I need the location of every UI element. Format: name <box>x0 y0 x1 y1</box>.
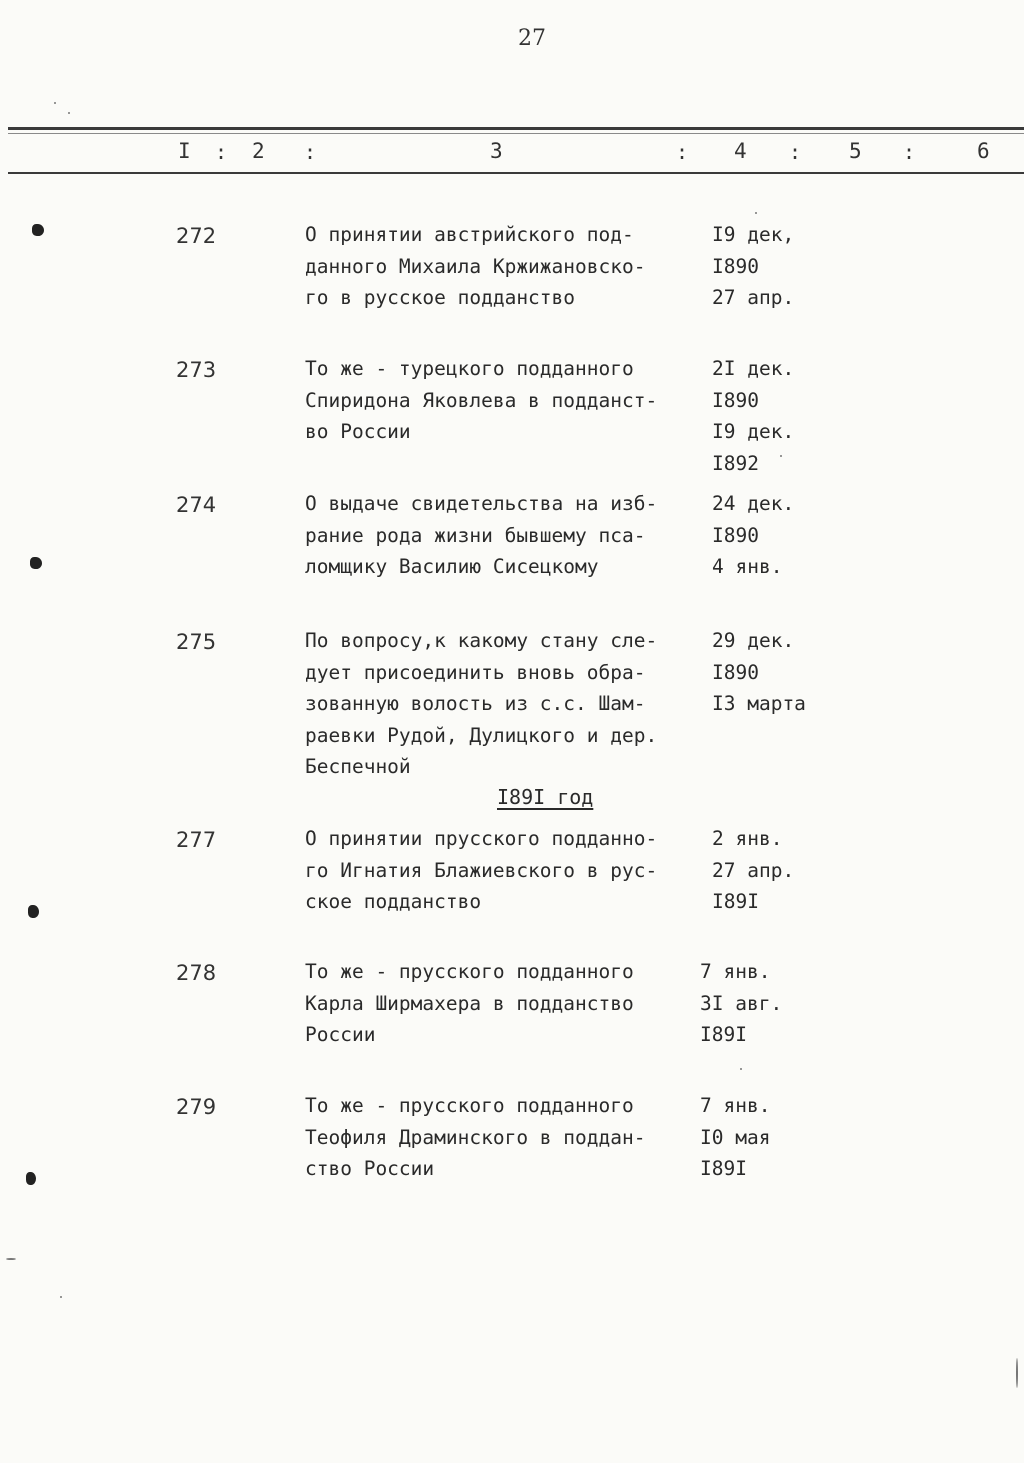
scan-speck <box>54 102 56 104</box>
entry-title-line: во России <box>305 420 411 443</box>
scan-speck <box>60 1296 62 1298</box>
entry-title <box>305 1095 705 1190</box>
entry-title-line: зованную волость из с.с. Шам- <box>305 692 646 715</box>
column-separator: : <box>676 140 689 164</box>
column-header-2: 2 <box>252 139 265 163</box>
entry-title-line: О выдаче свидетельства на изб- <box>305 492 658 515</box>
entry-title-line: данного Михаила Кржижановско- <box>305 254 646 278</box>
entry-date-line: I89I <box>700 1023 747 1046</box>
entry-title-line: Теофиля Драминского в поддан- <box>305 1125 646 1149</box>
column-separator: : <box>789 140 802 164</box>
entry-title <box>305 358 705 453</box>
entry-title-line: Карла Ширмахера в подданство <box>305 991 634 1015</box>
entry-number: 273 <box>176 358 217 382</box>
column-header-5: 5 <box>849 139 862 163</box>
entry-number: 274 <box>176 493 217 517</box>
entry-dates <box>700 961 830 1056</box>
scan-speck <box>780 455 782 457</box>
entry-date-line: 2I дек. <box>712 357 795 380</box>
column-separator: : <box>304 140 317 164</box>
entry-number: 277 <box>176 828 217 852</box>
column-separator: : <box>903 140 916 164</box>
entry-title-line: го в русское подданство <box>305 286 576 309</box>
entry-number: 279 <box>176 1095 217 1119</box>
entry-date-line: I3 марта <box>712 692 806 715</box>
scan-speck <box>6 1258 16 1260</box>
scan-speck <box>740 1068 742 1070</box>
entry-date-line: I0 мая <box>700 1125 771 1149</box>
entry-title-line: раевки Рудой, Дулицкого и дер. <box>305 723 658 747</box>
entry-date-line: 4 янв. <box>712 555 783 578</box>
entry-title <box>305 493 705 588</box>
entry-dates <box>712 358 842 484</box>
punch-hole-mark <box>26 1172 36 1185</box>
header-rule-top <box>8 127 1024 130</box>
entry-date-line: 27 апр. <box>712 286 795 309</box>
entry-title <box>305 630 705 788</box>
entry-title-line: Беспечной <box>305 755 411 778</box>
entry-date-line: 24 дек. <box>712 492 795 515</box>
header-rule-top-thin <box>8 133 1024 134</box>
scan-speck <box>1016 1358 1018 1388</box>
entry-title-line: По вопросу,к какому стану сле- <box>305 629 658 652</box>
column-header-4: 4 <box>734 139 747 163</box>
header-rule-bottom <box>8 172 1024 174</box>
entry-date-line: I890 <box>712 254 759 278</box>
entry-title <box>305 224 705 319</box>
entry-title-line: О принятии австрийского под- <box>305 223 634 246</box>
column-separator: : <box>215 140 228 164</box>
entry-date-line: 3I авг. <box>700 991 783 1015</box>
entry-title-line: ство России <box>305 1157 435 1180</box>
entry-dates <box>712 224 842 319</box>
entry-date-line: I890 <box>712 523 759 547</box>
entry-dates <box>700 1095 830 1190</box>
entry-title-line: России <box>305 1023 376 1046</box>
column-header-6: 6 <box>977 139 990 163</box>
entry-title-line: Спиридона Яковлева в подданст- <box>305 388 658 412</box>
entry-number: 278 <box>176 961 217 985</box>
entry-title-line: ломщику Василию Сисецкому <box>305 555 599 578</box>
scan-speck <box>68 112 70 114</box>
entry-title-line: рание рода жизни бывшему пса- <box>305 523 646 547</box>
entry-title <box>305 961 705 1056</box>
entry-date-line: I892 <box>712 451 759 475</box>
entry-dates <box>712 630 842 725</box>
entry-date-line: I9 дек. <box>712 420 795 443</box>
entry-date-line: I89I <box>712 890 759 913</box>
column-header-1: I <box>178 139 191 163</box>
entry-title-line: дует присоединить вновь обра- <box>305 660 646 684</box>
year-heading: I89I год <box>497 785 594 809</box>
entry-date-line: I890 <box>712 660 759 684</box>
entry-date-line: I89I <box>700 1157 747 1180</box>
entry-title <box>305 828 705 923</box>
entry-dates <box>712 493 842 588</box>
entry-date-line: 2 янв. <box>712 827 783 850</box>
entry-title-line: го Игнатия Блажиевского в рус- <box>305 858 658 882</box>
scan-speck <box>755 212 757 214</box>
entry-number: 275 <box>176 630 217 654</box>
page-number: 27 <box>518 26 546 51</box>
entry-dates <box>712 828 842 923</box>
entry-date-line: 27 апр. <box>712 858 795 882</box>
entry-title-line: То же - прусского подданного <box>305 960 634 983</box>
punch-hole-mark <box>28 905 39 918</box>
punch-hole-mark <box>30 557 42 569</box>
entry-date-line: 7 янв. <box>700 960 771 983</box>
entry-title-line: О принятии прусского подданно- <box>305 827 658 850</box>
entry-title-line: То же - прусского подданного <box>305 1094 634 1117</box>
punch-hole-mark <box>32 224 44 236</box>
entry-title-line: То же - турецкого подданного <box>305 357 634 380</box>
entry-number: 272 <box>176 224 217 248</box>
entry-date-line: I890 <box>712 388 759 412</box>
entry-title-line: ское подданство <box>305 890 482 913</box>
entry-date-line: 7 янв. <box>700 1094 771 1117</box>
entry-date-line: 29 дек. <box>712 629 795 652</box>
entry-date-line: I9 дек, <box>712 223 795 246</box>
column-header-3: 3 <box>490 139 503 163</box>
